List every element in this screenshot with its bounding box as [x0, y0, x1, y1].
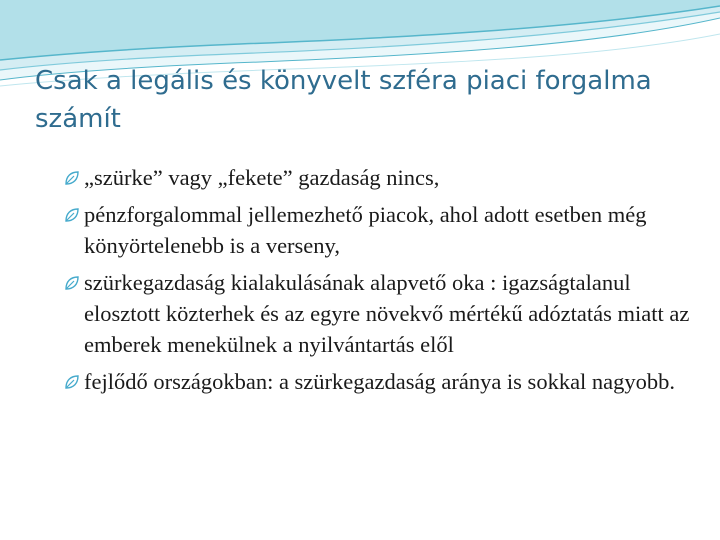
- bullet-text: „szürke” vagy „fekete” gazdaság nincs,: [84, 165, 440, 190]
- bullet-text: pénzforgalommal jellemezhető piacok, ahol adott esetben még könyörtelenebb is a verseny,: [84, 202, 647, 258]
- bullet-item: [64, 366, 704, 397]
- leaf-bullet-icon: [64, 162, 84, 193]
- leaf-bullet-icon: [64, 199, 84, 230]
- bullet-item: [64, 162, 704, 193]
- bullet-text: szürkegazdaság kialakulásának alapvető oka : igazságtalanul elosztott közterhek és az egyre növekvő mértékű adóztatás miatt az emberek menekülnek a nyilvántartás elől: [84, 270, 690, 357]
- leaf-bullet-icon: [64, 366, 84, 397]
- leaf-bullet-icon: [64, 267, 84, 298]
- bullet-text: fejlődő országokban: a szürkegazdaság aránya is sokkal nagyobb.: [84, 369, 676, 394]
- bullet-item: [64, 199, 704, 261]
- bullet-list: [64, 162, 704, 403]
- slide-title: Csak a legális és könyvelt szféra piaci forgalma számít: [35, 66, 652, 134]
- bullet-item: [64, 267, 704, 360]
